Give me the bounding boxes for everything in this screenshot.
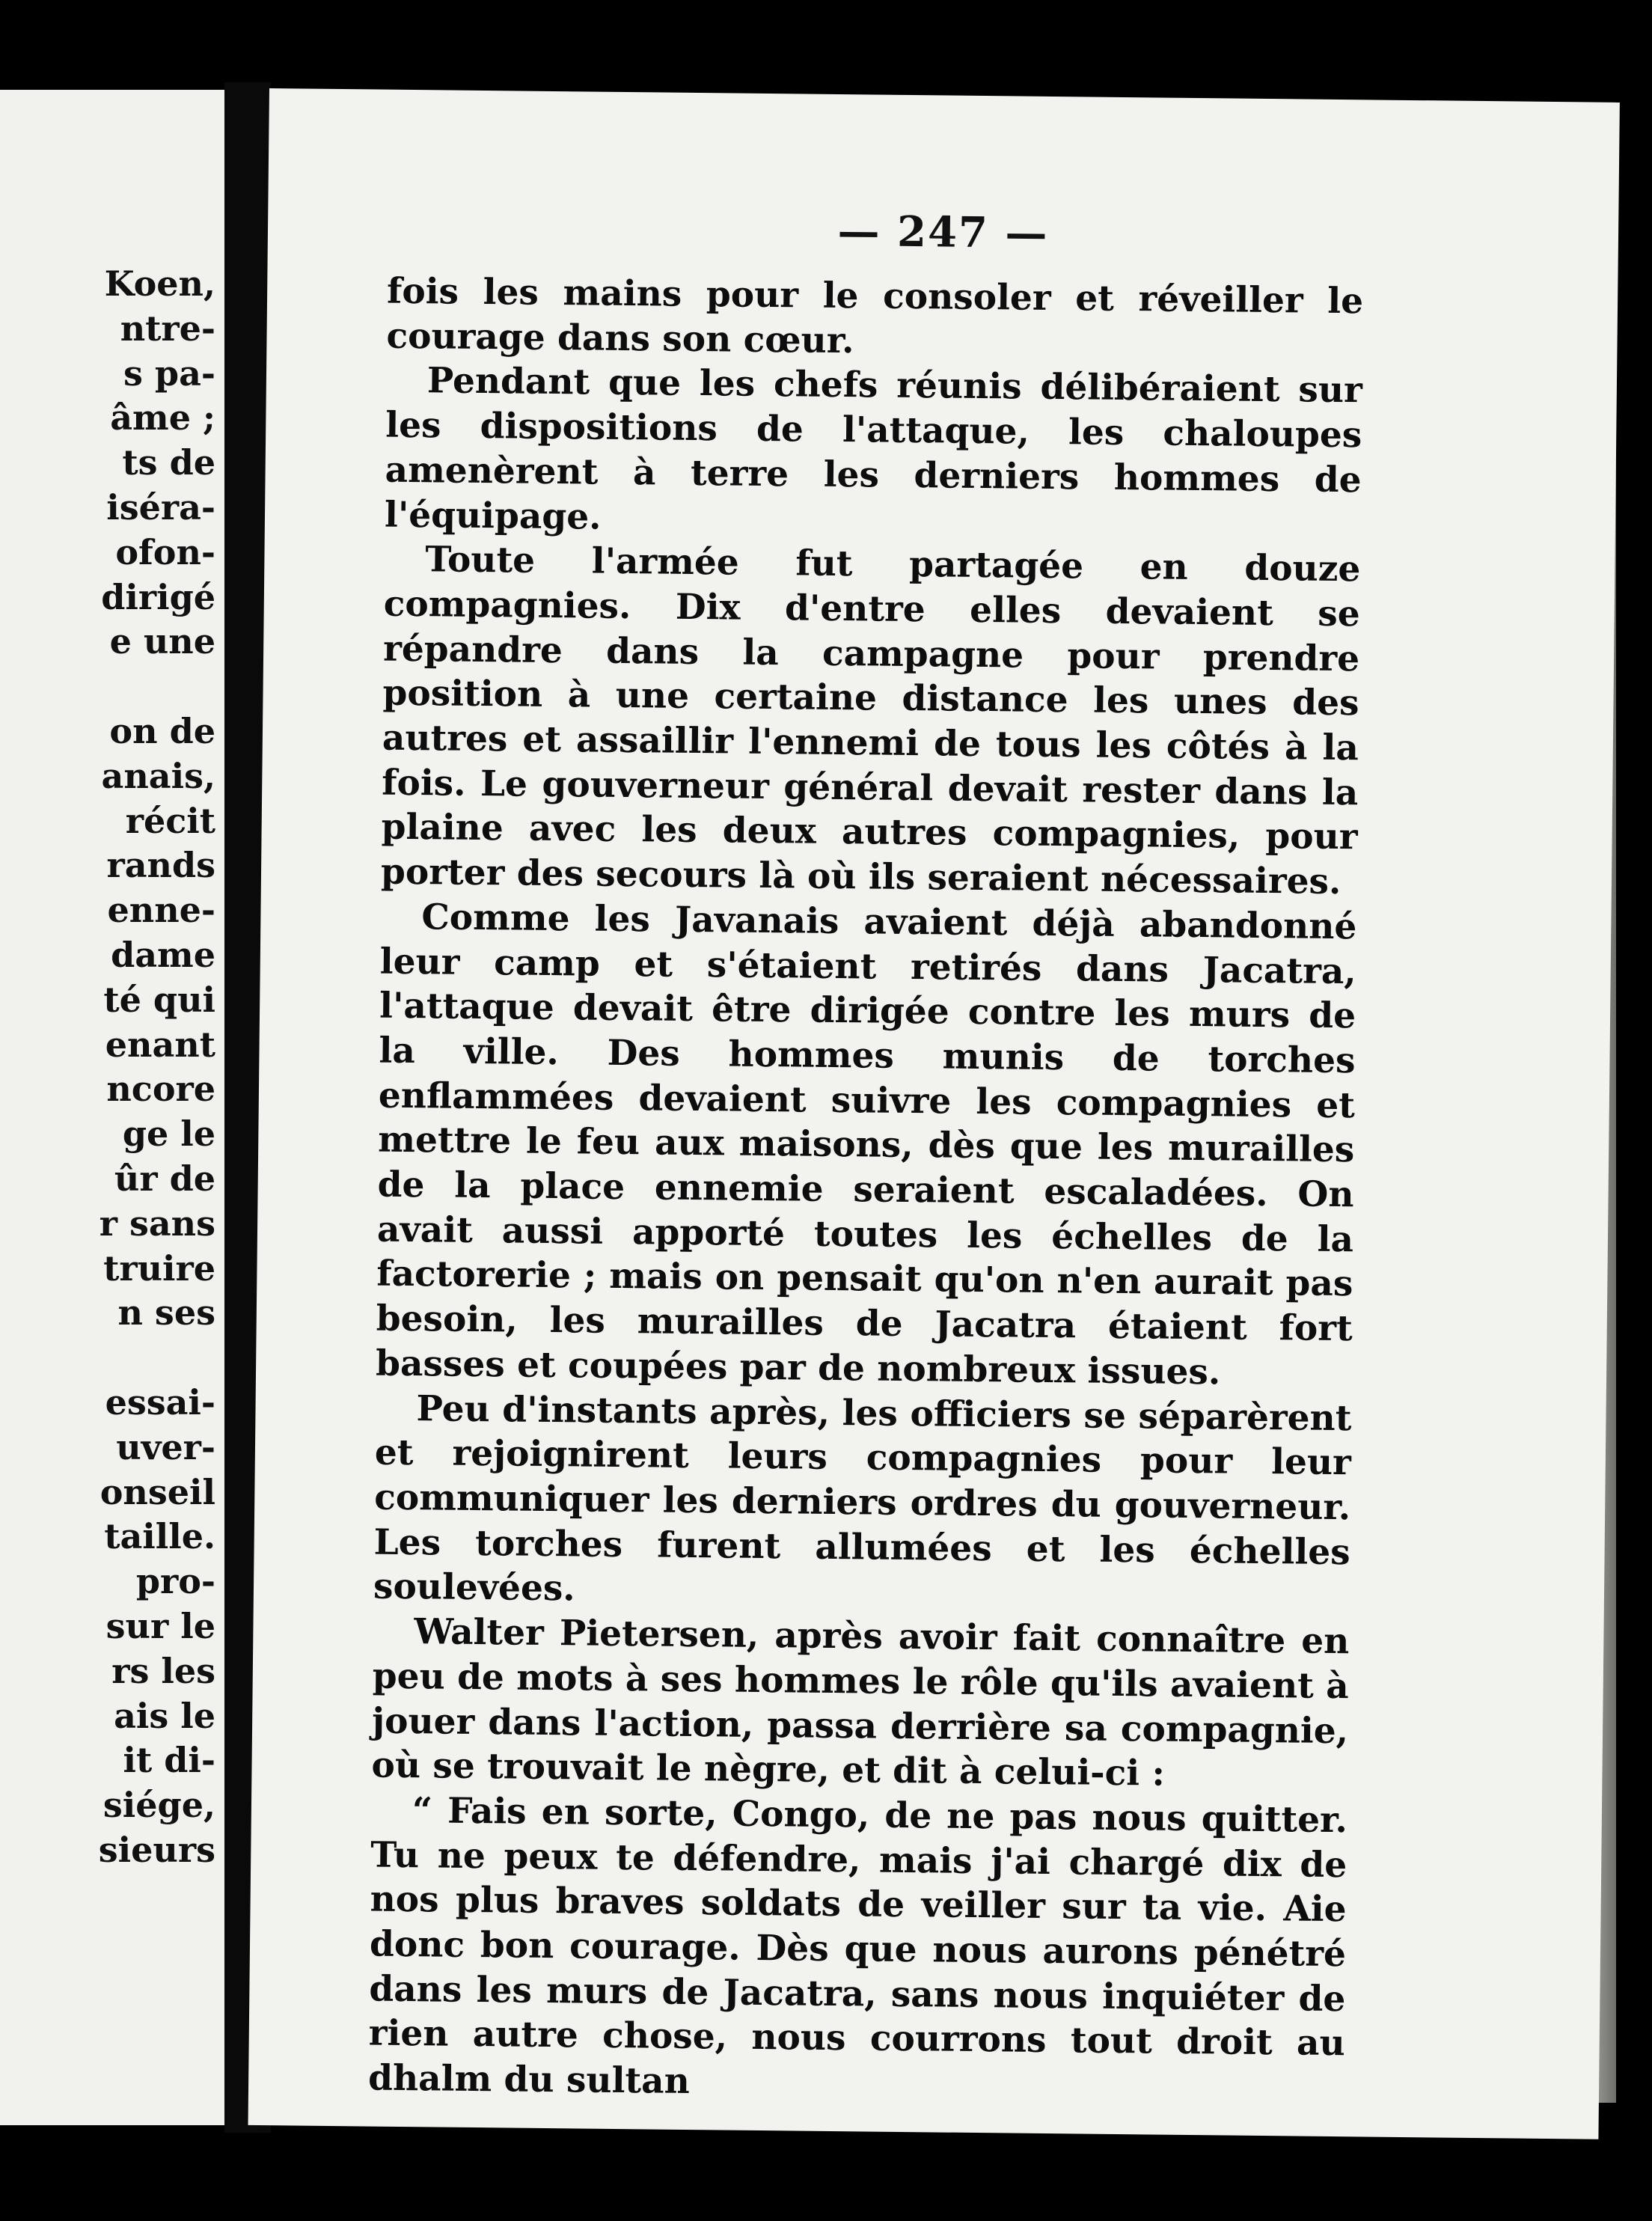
previous-page-line: ncore — [106, 1069, 215, 1110]
previous-page-line: récit — [125, 800, 215, 841]
previous-page-line: siége, — [103, 1785, 215, 1826]
previous-page-line: uver- — [116, 1426, 215, 1467]
previous-page-line: rands — [106, 845, 215, 886]
previous-page-line: rs les — [111, 1650, 215, 1691]
previous-page-line — [99, 1336, 215, 1381]
page-number: — 247 — — [837, 206, 1049, 258]
paragraph: fois les mains pour le consoler et réveiller le courage dans son cœur. — [386, 270, 1364, 361]
previous-page-line — [99, 665, 215, 709]
previous-page-line: enant — [105, 1024, 215, 1065]
previous-page-line: taille. — [104, 1516, 215, 1557]
previous-page-line: té qui — [103, 979, 215, 1020]
previous-page-line: ûr de — [114, 1158, 215, 1199]
previous-page-line: anais, — [101, 755, 215, 796]
previous-page-line: sieurs — [98, 1829, 215, 1870]
previous-page-line: sur le — [105, 1605, 215, 1646]
previous-page-line: iséra- — [106, 486, 215, 528]
page-text — [368, 269, 1364, 2111]
paragraph: Comme les Javanais avaient déjà abandonné leur camp et s'étaient retirés dans Jacatra, l'attaque devait être dirigée contre les murs de la ville. Des hommes munis de torches enflammées devaient suivre les compagnies et mettre le feu aux maisons, dès que les murailles de la place ennemie seraient escaladées. On avait aussi apporté toutes les échelles de la factorerie ; mais on pensait qu'on n'en aurait pas besoin, les murailles de Jacatra étaient fort basses et coupées par de nombreux issues. — [375, 896, 1357, 1393]
previous-page — [0, 90, 224, 2125]
previous-page-line: s pa- — [123, 352, 215, 394]
book-page — [248, 88, 1619, 2139]
previous-page-line: ntre- — [120, 308, 215, 349]
previous-page-text — [99, 262, 215, 1873]
previous-page-line: on de — [109, 710, 215, 751]
previous-page-line: dirigé — [101, 576, 215, 617]
previous-page-line: e une — [109, 621, 215, 662]
paragraph: Toute l'armée fut partagée en douze compagnies. Dix d'entre elles devaient se répandre dans la campagne pour prendre position à une certaine distance les unes des autres et assaillir l'ennemi de tous les côtés à la fois. Le gouverneur général devait rester dans la plaine avec les deux autres compagnies, pour porter des secours là où ils seraient nécessaires. — [380, 539, 1361, 903]
previous-page-line: dame — [111, 934, 215, 975]
previous-page-line: it di- — [123, 1740, 215, 1781]
paragraph: Walter Pietersen, après avoir fait connaître en peu de mots à ses hommes le rôle qu'ils avaient à jouer dans l'action, passa derrière sa compagnie, où se trouvait le nègre, et dit à celui-ci : — [371, 1611, 1350, 1794]
previous-page-line: ge le — [122, 1113, 215, 1155]
paragraph: Pendant que les chefs réunis délibéraient sur les dispositions de l'attaque, les chaloupes amenèrent à terre les derniers hommes de l'équipage. — [384, 360, 1363, 538]
previous-page-line: onseil — [100, 1471, 215, 1512]
previous-page-line: truire — [103, 1247, 215, 1289]
paragraph: “ Fais en sorte, Congo, de ne pas nous quitter. Tu ne peux te défendre, mais j'ai chargé dix de nos plus braves soldats de veiller sur ta vie. Aie donc bon courage. Dès que nous aurons pénétré dans les murs de Jacatra, sans nous inquiéter de rien autre chose, nous courrons tout droit au dhalm du sultan — [367, 1790, 1348, 2103]
previous-page-line: Koen, — [104, 263, 215, 304]
previous-page-line: pro- — [135, 1561, 215, 1602]
paragraph: Peu d'instants après, les officiers se séparèrent et rejoignirent leurs compagnies pour leur communiquer les derniers ordres du gouverneur. Les torches furent allumées et les échelles soulevées. — [373, 1387, 1352, 1610]
previous-page-line: ts de — [122, 442, 215, 483]
previous-page-line: r sans — [99, 1203, 215, 1244]
previous-page-line: âme ; — [110, 397, 215, 439]
previous-page-line: n ses — [117, 1292, 215, 1333]
previous-page-line: ais le — [114, 1695, 215, 1736]
previous-page-line: enne- — [107, 890, 215, 931]
previous-page-line: ofon- — [115, 531, 215, 572]
previous-page-line: essai- — [105, 1381, 215, 1423]
